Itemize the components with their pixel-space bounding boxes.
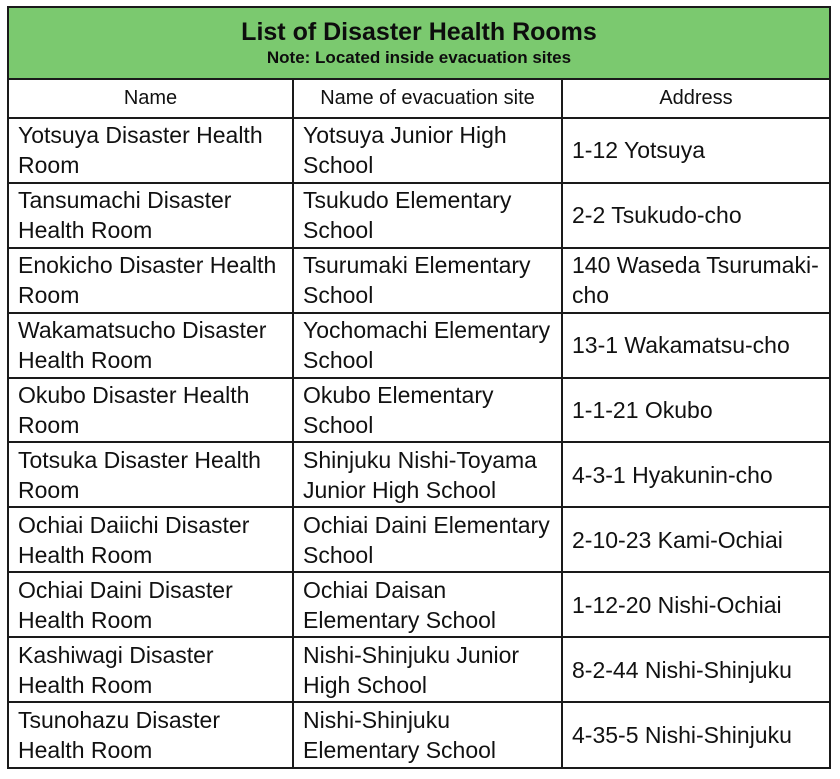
table-row <box>9 118 829 183</box>
address-cell: 8-2-44 Nishi-Shinjuku <box>562 637 829 702</box>
column-header-name: Name <box>9 80 293 118</box>
address-cell: 4-3-1 Hyakunin-cho <box>562 442 829 507</box>
table-row <box>9 183 829 248</box>
address-cell: 2-2 Tsukudo-cho <box>562 183 829 248</box>
evacuation-site-cell: Nishi-Shinjuku Elementary School <box>293 702 562 767</box>
evacuation-site-cell: Yochomachi Elementary School <box>293 313 562 378</box>
address-cell: 13-1 Wakamatsu-cho <box>562 313 829 378</box>
evacuation-site-cell: Ochiai Daisan Elementary School <box>293 572 562 637</box>
evacuation-site-cell: Okubo Elementary School <box>293 378 562 443</box>
column-header-evacuation-site: Name of evacuation site <box>293 80 562 118</box>
room-name-cell: Totsuka Disaster Health Room <box>9 442 293 507</box>
table-row <box>9 637 829 702</box>
health-rooms-document <box>7 6 831 769</box>
evacuation-site-cell: Ochiai Daini Elementary School <box>293 507 562 572</box>
address-cell: 1-12-20 Nishi-Ochiai <box>562 572 829 637</box>
room-name-cell: Ochiai Daini Disaster Health Room <box>9 572 293 637</box>
table-row <box>9 507 829 572</box>
address-cell: 4-35-5 Nishi-Shinjuku <box>562 702 829 767</box>
address-cell: 1-12 Yotsuya <box>562 118 829 183</box>
column-header-address: Address <box>562 80 829 118</box>
table-row <box>9 442 829 507</box>
table-row <box>9 378 829 443</box>
evacuation-site-cell: Nishi-Shinjuku Junior High School <box>293 637 562 702</box>
address-cell: 2-10-23 Kami-Ochiai <box>562 507 829 572</box>
address-cell: 140 Waseda Tsurumaki-cho <box>562 248 829 313</box>
evacuation-site-cell: Tsukudo Elementary School <box>293 183 562 248</box>
room-name-cell: Yotsuya Disaster Health Room <box>9 118 293 183</box>
room-name-cell: Okubo Disaster Health Room <box>9 378 293 443</box>
room-name-cell: Tansumachi Disaster Health Room <box>9 183 293 248</box>
room-name-cell: Wakamatsucho Disaster Health Room <box>9 313 293 378</box>
address-cell: 1-1-21 Okubo <box>562 378 829 443</box>
table-row <box>9 313 829 378</box>
room-name-cell: Tsunohazu Disaster Health Room <box>9 702 293 767</box>
document-note: Note: Located inside evacuation sites <box>266 47 572 67</box>
room-name-cell: Enokicho Disaster Health Room <box>9 248 293 313</box>
table-row <box>9 248 829 313</box>
table-row <box>9 572 829 637</box>
title-banner <box>9 8 829 80</box>
evacuation-site-cell: Shinjuku Nishi-Toyama Junior High School <box>293 442 562 507</box>
document-title: List of Disaster Health Rooms <box>241 17 597 46</box>
evacuation-site-cell: Tsurumaki Elementary School <box>293 248 562 313</box>
room-name-cell: Kashiwagi Disaster Health Room <box>9 637 293 702</box>
evacuation-site-cell: Yotsuya Junior High School <box>293 118 562 183</box>
table-header-row <box>9 80 829 118</box>
room-name-cell: Ochiai Daiichi Disaster Health Room <box>9 507 293 572</box>
health-rooms-table <box>9 80 829 767</box>
table-row <box>9 702 829 767</box>
